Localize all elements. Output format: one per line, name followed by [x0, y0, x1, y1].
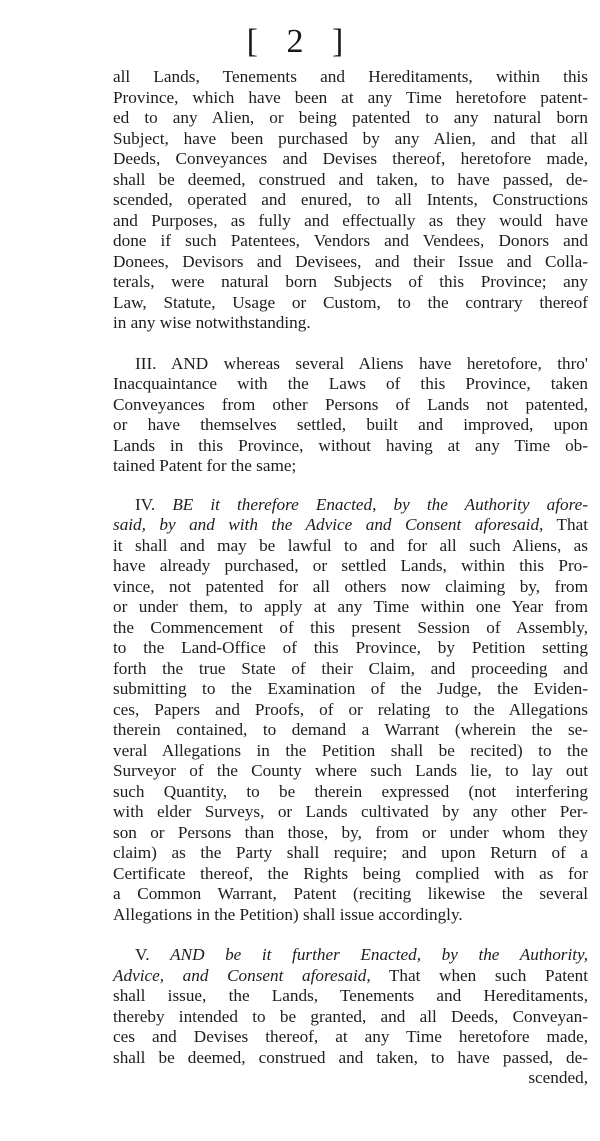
enacting-clause: BE it therefore Enacted, by the Authority afore- [172, 494, 588, 514]
text-line: ces, Papers and Proofs, of or relating to the Allegations [113, 699, 588, 719]
text-line: it shall and may be lawful to and for all such Aliens, as [113, 535, 588, 555]
text-fragment: That when such Patent [370, 965, 588, 985]
paragraph-gap [113, 925, 588, 945]
paragraph-continuation [113, 67, 588, 334]
section-number: IV. [135, 494, 156, 514]
text-line: to the Land-Office of this Province, by Petition setting [113, 638, 588, 657]
text-line: the Commencement of this present Session of Assembly, [113, 617, 588, 637]
section-number: III. [135, 353, 157, 373]
enacting-clause: AND be it further Enacted, by the Authority, [170, 945, 589, 964]
text-line: therein contained, to demand a Warrant (wherein the se- [113, 720, 588, 739]
text-fragment: That [543, 515, 589, 534]
text-line: have already purchased, or settled Lands, within this Pro- [113, 556, 588, 575]
paragraph-gap [113, 334, 588, 354]
text-line: Surveyor of the County where such Lands lie, to lay out [113, 761, 588, 780]
text-line: or under them, to apply at any Time within one Year from [113, 597, 588, 616]
text-line: Law, Statute, Usage or Custom, to the contrary thereof [113, 292, 588, 312]
text-line: son or Persons than those, by, from or under whom they [113, 822, 588, 842]
paragraph-section-4 [113, 495, 588, 926]
page-number: [ 2 ] [246, 23, 354, 60]
text-line: forth the true State of their Claim, and proceeding and [113, 658, 588, 678]
text-line: in any wise notwithstanding. [113, 313, 311, 332]
text-line: Lands in this Province, without having at any Time ob- [113, 435, 588, 455]
catchword: scended, [528, 1068, 588, 1087]
paragraph-section-3 [113, 354, 588, 477]
section-number: V. [135, 945, 150, 964]
text-line: such Quantity, to be therein expressed (not interfering [113, 781, 588, 801]
text-line: shall be deemed, construed and taken, to have passed, de- [113, 1047, 588, 1067]
text-line: and Purposes, as fully and effectually as they would have [113, 210, 588, 230]
text-line: thereby intended to be granted, and all Deeds, Conveyan- [113, 1006, 588, 1026]
text-line: Province, which have been at any Time heretofore patent- [113, 87, 588, 107]
text-line: vince, not patented for all others now claiming by, from [113, 576, 588, 596]
text-line: done if such Patentees, Vendors and Vendees, Donors and [113, 231, 588, 250]
text-line: ed to any Alien, or being patented to any natural born [113, 108, 588, 127]
text-line: or have themselves settled, built and improved, upon [113, 415, 588, 434]
text-line: Deeds, Conveyances and Devises thereof, heretofore made, [113, 149, 588, 168]
text-line: Certificate thereof, the Rights being complied with as for [113, 863, 588, 883]
body-text [113, 67, 588, 1089]
text-line: Allegations in the Petition) shall issue accordingly. [113, 904, 463, 924]
paragraph-section-5 [113, 945, 588, 1089]
text-line: claim) as the Party shall require; and upon Return of a [113, 843, 588, 862]
text-line: Conveyances from other Persons of Lands not patented, [113, 394, 588, 414]
text-line: Donees, Devisors and Devisees, and their Issue and Colla- [113, 251, 588, 271]
text-line: AND whereas several Aliens have heretofore, thro' [170, 353, 588, 373]
text-line: veral Allegations in the Petition shall be recited) to the [113, 740, 588, 760]
paragraph-gap [113, 477, 588, 495]
text-line: a Common Warrant, Patent (reciting likewise the several [113, 884, 588, 903]
text-line: with elder Surveys, or Lands cultivated by any other Per- [113, 802, 588, 821]
text-line: ces and Devises thereof, at any Time heretofore made, [113, 1027, 588, 1046]
enacting-clause: Advice, and Consent aforesaid, [113, 965, 371, 985]
text-line: shall issue, the Lands, Tenements and Hereditaments, [113, 986, 588, 1005]
text-line: shall be deemed, construed and taken, to have passed, de- [113, 169, 588, 189]
text-line: scended, operated and enured, to all Intents, Constructions [113, 190, 588, 209]
text-line: Inacquaintance with the Laws of this Province, taken [113, 374, 588, 393]
text-line: Subject, have been purchased by any Alien, and that all [113, 128, 588, 148]
text-line: submitting to the Examination of the Judge, the Eviden- [113, 679, 588, 698]
text-line: tained Patent for the same; [113, 456, 297, 475]
text-line: all Lands, Tenements and Hereditaments, within this [113, 67, 588, 86]
text-line: terals, were natural born Subjects of this Province; any [113, 272, 588, 291]
enacting-clause: said, by and with the Advice and Consent aforesaid, [113, 515, 544, 534]
